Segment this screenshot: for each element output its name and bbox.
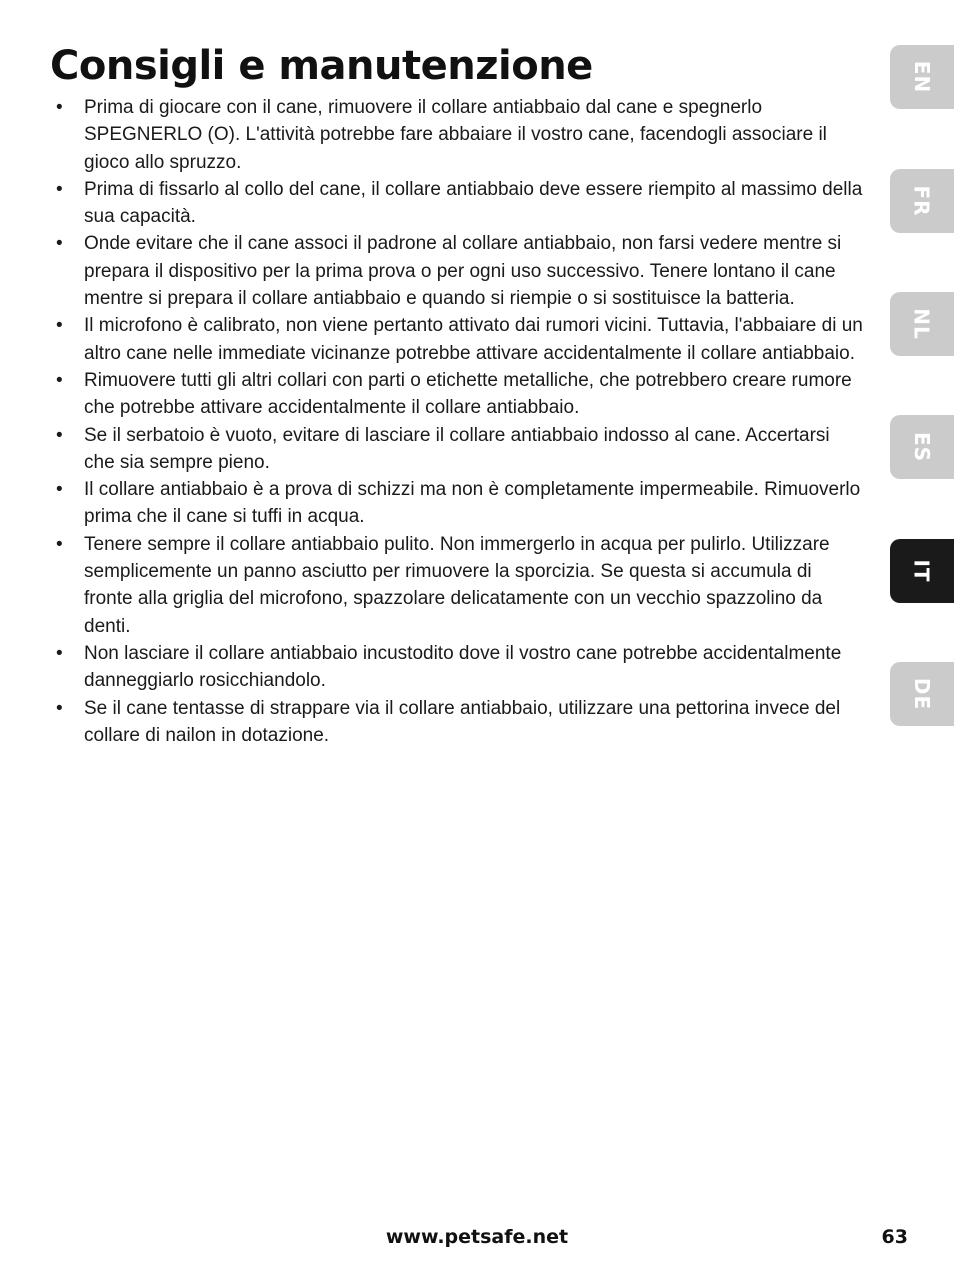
tip-text: Prima di giocare con il cane, rimuovere il collare antiabbaio dal cane e spegnerlo SPEGNERLO (O). L'attività potrebbe fare abbaiare il vostro cane, facendogli associare il gioco allo spruzzo. — [84, 97, 827, 173]
tip-text: Non lasciare il collare antiabbaio incustodito dove il vostro cane potrebbe accidentalmente danneggiarlo rosicchiandolo. — [84, 642, 842, 692]
footer-url[interactable]: www.petsafe.net — [385, 1226, 569, 1248]
bullet-icon: • — [56, 233, 63, 255]
tip-item — [56, 176, 864, 231]
tip-item — [56, 312, 864, 367]
tab-fr[interactable] — [890, 169, 954, 233]
page-number: 63 — [881, 1226, 908, 1248]
tab-label: IT — [910, 559, 934, 583]
tip-text: Tenere sempre il collare antiabbaio pulito. Non immergerlo in acqua per pulirlo. Utilizzare semplicemente un panno asciutto per rimuovere la sporcizia. Se questa si accumula di fronte alla griglia del microfono, spazzolare delicatamente con un vecchio spazzolino da denti. — [84, 533, 830, 637]
tip-item — [56, 422, 864, 477]
tab-nl[interactable] — [890, 292, 954, 356]
tip-item — [56, 367, 864, 422]
page-title: Consigli e manutenzione — [50, 43, 593, 89]
tip-text: Se il cane tentasse di strappare via il collare antiabbaio, utilizzare una pettorina invece del collare di nailon in dotazione. — [84, 697, 841, 746]
bullet-icon: • — [56, 315, 63, 337]
tip-item — [56, 230, 864, 312]
tips-list — [56, 94, 864, 749]
tip-text: Il microfono è calibrato, non viene pertanto attivato dai rumori vicini. Tuttavia, l'abbaiare di un altro cane nelle immediate vicinanze potrebbe attivare accidentalmente il collare antiabbaio. — [84, 315, 863, 364]
tab-it[interactable] — [890, 539, 954, 603]
tip-text: Prima di fissarlo al collo del cane, il collare antiabbaio deve essere riempito al massimo della sua capacità. — [84, 178, 863, 228]
tab-label: ES — [909, 431, 934, 463]
tab-de[interactable] — [890, 662, 954, 726]
bullet-icon: • — [56, 697, 63, 719]
tip-text: Onde evitare che il cane associ il padrone al collare antiabbaio, non farsi vedere mentre si prepara il dispositivo per la prima prova o per ogni uso successivo. Tenere lontano il cane mentre si prepara il collare antiabbaio e quando si riempie o si sostituisce la batteria. — [84, 233, 842, 310]
tip-item — [56, 640, 864, 695]
tab-label: FR — [910, 185, 934, 217]
tip-text: Rimuovere tutti gli altri collari con parti o etichette metalliche, che potrebbero creare rumore che potrebbe attivare accidentalmente il collare antiabbaio. — [84, 369, 852, 419]
tip-text: Se il serbatoio è vuoto, evitare di lasciare il collare antiabbaio indosso al cane. Accertarsi che sia sempre pieno. — [84, 424, 830, 473]
bullet-icon: • — [56, 424, 63, 446]
bullet-icon: • — [56, 642, 63, 664]
bullet-icon: • — [56, 178, 63, 200]
bullet-icon: • — [56, 533, 63, 555]
bullet-icon: • — [56, 479, 63, 501]
tip-item — [56, 94, 864, 176]
bullet-icon: • — [56, 97, 63, 118]
tip-item — [56, 695, 864, 750]
tip-item — [56, 531, 864, 640]
tab-label: DE — [909, 677, 934, 711]
tip-text: Il collare antiabbaio è a prova di schizzi ma non è completamente impermeabile. Rimuoverlo prima che il cane si tuffi in acqua. — [84, 479, 861, 528]
tab-label: EN — [910, 60, 934, 94]
tab-en[interactable] — [890, 45, 954, 109]
tab-es[interactable] — [890, 415, 954, 479]
bullet-icon: • — [56, 369, 63, 391]
tab-label: NL — [909, 308, 934, 340]
language-tabs — [890, 0, 954, 1272]
tip-item — [56, 476, 864, 531]
